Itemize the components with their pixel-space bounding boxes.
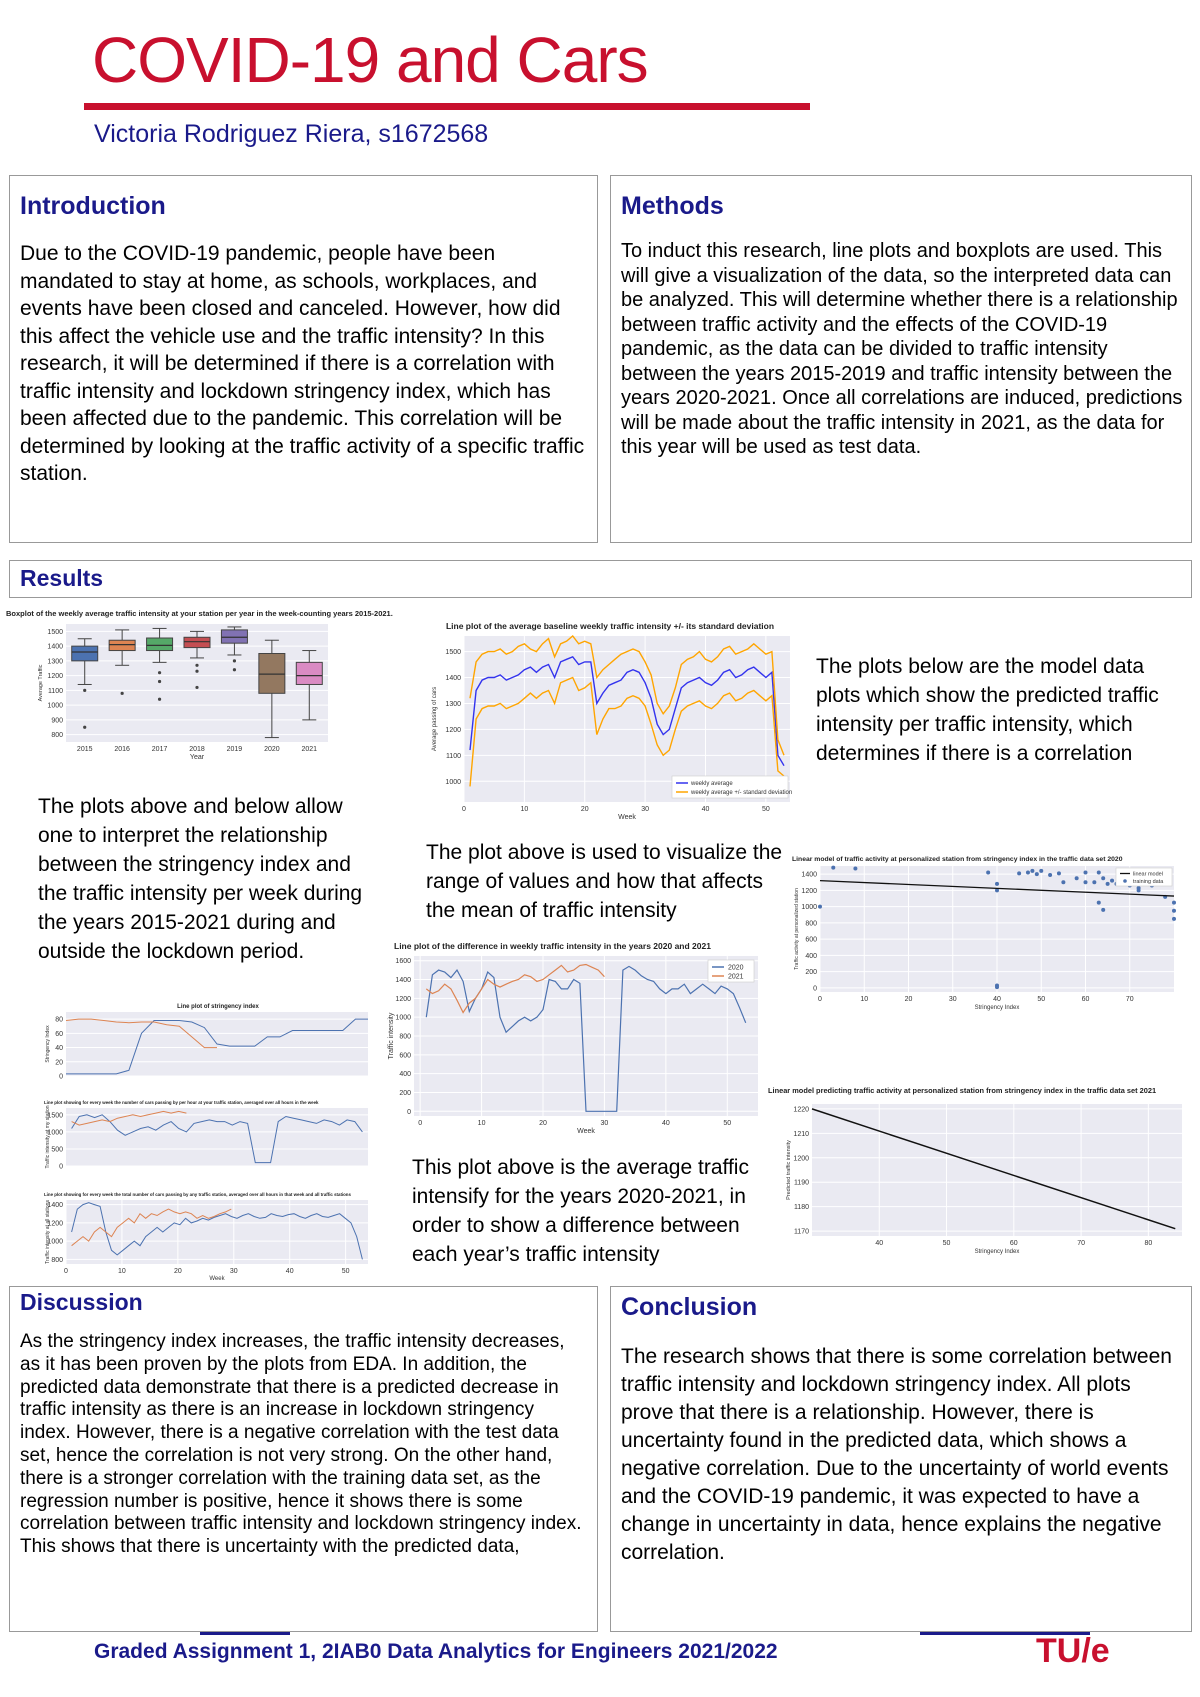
y-tick-label: 0: [59, 1073, 63, 1081]
y-tick-label: 500: [51, 1146, 63, 1154]
y-axis-label: Stringency Index: [45, 1025, 51, 1063]
y-axis-label: Traffic activity at personalized station: [794, 888, 800, 970]
y-axis-label: Average Traffic: [38, 664, 44, 702]
x-tick-label: 50: [341, 1268, 350, 1275]
y-tick-label: 1200: [445, 726, 461, 734]
x-tick-label: 60: [1081, 996, 1090, 1003]
title-rule: [84, 103, 810, 110]
y-tick-label: 800: [51, 732, 63, 740]
y-tick-label: 600: [399, 1052, 411, 1060]
y-tick-label: 600: [805, 936, 817, 944]
y-tick-label: 400: [399, 1071, 411, 1079]
y-tick-label: 0: [407, 1108, 411, 1116]
box-2019: [221, 630, 247, 643]
data-point: [1101, 908, 1105, 912]
y-tick-label: 1200: [793, 1155, 809, 1163]
conclusion-heading: Conclusion: [621, 1293, 758, 1321]
data-point: [995, 985, 999, 989]
box-2017: [147, 638, 173, 651]
y-tick-label: 1300: [47, 658, 63, 666]
model-2020-scatter-chart: [790, 852, 1182, 1016]
y-tick-label: 1000: [47, 1129, 63, 1137]
poster-title: COVID-19 and Cars: [92, 24, 648, 96]
data-point: [1039, 869, 1043, 873]
box-outlier: [158, 680, 161, 683]
y-tick-label: 1000: [445, 778, 461, 786]
box-2021: [296, 662, 322, 684]
model-2021-line-chart: [764, 1084, 1196, 1264]
x-tick-label: 70: [1125, 996, 1134, 1003]
x-tick-label: 80: [1144, 1240, 1153, 1247]
data-point: [1137, 888, 1141, 892]
x-tick-label: 20: [539, 1120, 547, 1127]
x-tick-label: 40: [285, 1268, 294, 1275]
x-tick-label: 0: [462, 806, 466, 813]
legend-label: weekly average +/- standard deviation: [691, 790, 793, 796]
plot-area: [66, 1108, 368, 1166]
y-tick-label: 1000: [47, 1238, 63, 1246]
y-tick-label: 1170: [793, 1228, 809, 1236]
y-tick-label: 1300: [445, 700, 461, 708]
discussion-panel: [9, 1286, 598, 1632]
y-tick-label: 1000: [47, 702, 63, 710]
data-point: [831, 866, 835, 870]
x-tick-label: 20: [904, 996, 913, 1003]
data-point: [995, 882, 999, 886]
data-point: [1172, 909, 1176, 913]
y-tick-label: 1400: [47, 1202, 63, 1210]
legend-label: training data: [1133, 879, 1164, 885]
x-tick-label: 10: [477, 1120, 486, 1127]
box-outlier: [195, 664, 198, 667]
chart-title: Linear model predicting traffic activity at personalized station from stringency index in the traffic data set 2021: [768, 1086, 1157, 1095]
x-tick-label: 20: [580, 806, 589, 813]
data-point: [1172, 917, 1176, 921]
box-outlier: [83, 726, 86, 729]
x-tick-label: 30: [600, 1120, 609, 1127]
x-tick-label: 40: [875, 1240, 884, 1247]
tue-logo: TU/e: [1036, 1632, 1110, 1670]
chart-title: Boxplot of the weekly average traffic intensity at your station per year in the week-counting years 2015-2021.: [6, 609, 393, 618]
legend-swatch: [1123, 879, 1127, 883]
footer-rule-left: [200, 1632, 290, 1635]
y-tick-label: 1180: [793, 1204, 809, 1212]
x-tick-label: 10: [118, 1268, 126, 1275]
results-heading: Results: [20, 565, 104, 591]
chart-title: Line plot of the average baseline weekly traffic intensity +/- its standard deviation: [445, 621, 775, 631]
y-tick-label: 800: [51, 1256, 63, 1264]
y-tick-label: 1200: [395, 995, 411, 1003]
y-tick-label: 400: [805, 952, 817, 960]
caption-model: The plots below are the model data plots which show the predicted traffic intensity per traffic intensity, which determines if there is a correlation: [816, 655, 1159, 765]
x-tick-label: 70: [1077, 1240, 1085, 1247]
x-tick-label: 50: [723, 1120, 732, 1127]
x-tick-label: 2017: [151, 746, 168, 753]
x-tick-label: 40: [993, 996, 1001, 1003]
x-axis-label: Week: [577, 1128, 595, 1135]
data-point: [1092, 880, 1096, 884]
y-tick-label: 1200: [47, 1220, 63, 1228]
x-tick-label: 10: [520, 806, 529, 813]
data-point: [986, 871, 990, 875]
y-axis-label: Traffic intensity at my station: [45, 1105, 51, 1169]
y-tick-label: 1220: [793, 1106, 809, 1114]
legend-label: linear model: [1133, 871, 1163, 878]
x-tick-label: 50: [1037, 996, 1046, 1003]
y-tick-label: 1000: [395, 1014, 411, 1022]
data-point: [1101, 876, 1105, 880]
chart-title: Line plot of stringency index: [177, 1004, 259, 1010]
stringency-stack-chart: [42, 1000, 376, 1286]
x-tick-label: 30: [641, 806, 650, 813]
introduction-heading: Introduction: [20, 192, 166, 220]
x-tick-label: 2015: [76, 746, 93, 753]
x-tick-label: 2021: [301, 746, 318, 753]
data-point: [853, 866, 857, 870]
caption-baseline: The plot above is used to visualize the range of values and how that affects the mean of traffic intensity: [426, 841, 783, 922]
legend-label: 2020: [728, 964, 744, 972]
methods-panel: [610, 175, 1192, 543]
y-tick-label: 800: [399, 1033, 411, 1041]
y-axis-label: Traffic intensity at all stations: [45, 1200, 51, 1264]
y-tick-label: 20: [55, 1059, 63, 1067]
y-tick-label: 1100: [445, 752, 461, 760]
x-axis-label: Week: [618, 814, 636, 820]
legend-label: 2021: [728, 973, 744, 981]
caption-boxplot: The plots above and below allow one to interpret the relationship between the stringency index and the traffic intensity per week during the years 2015-2021 during and outside the lockdown period.: [38, 795, 363, 963]
x-tick-label: 40: [701, 806, 710, 813]
y-tick-label: 1200: [47, 673, 63, 681]
x-tick-label: 2019: [226, 746, 243, 753]
legend-label: weekly average: [691, 781, 733, 787]
y-axis-label: Average passing of cars: [432, 686, 438, 752]
y-tick-label: 0: [59, 1163, 63, 1171]
data-point: [1061, 880, 1065, 884]
box-2016: [109, 640, 135, 650]
x-tick-label: 0: [64, 1268, 68, 1275]
y-tick-label: 900: [51, 717, 63, 725]
y-tick-label: 1500: [47, 628, 63, 636]
data-point: [1030, 869, 1034, 873]
methods-heading: Methods: [621, 192, 724, 220]
data-point: [1106, 882, 1110, 886]
box-outlier: [83, 689, 86, 692]
baseline-line-chart: [424, 620, 796, 820]
y-tick-label: 200: [399, 1089, 411, 1097]
data-point: [1048, 873, 1052, 877]
footer-course: Graded Assignment 1, 2IAB0 Data Analytics for Engineers 2021/2022: [94, 1640, 778, 1663]
x-tick-label: 2020: [264, 746, 280, 753]
y-tick-label: 1400: [445, 675, 461, 682]
x-tick-label: 60: [1009, 1240, 1018, 1247]
conclusion-panel: [610, 1286, 1192, 1632]
box-outlier: [158, 671, 161, 674]
discussion-text: As the stringency index increases, the traffic intensity decreases, as it has been proven by the plots from EDA. In addition, the predicted data demonstrate that there is a predicted decrease in traffic intensity as there is an increase in lockdown stringency index. However, there is a negative correlation with the test data set, hence the correlation is not very strong. On the other hand, there is a stronger correlation with the training data set, as the regression number is positive, hence it shows there is some correlation between traffic intensity and lockdown stringency index. This shows that there is uncertainty with the predicted data,: [20, 1331, 582, 1558]
chart-title: Line plot showing for every week the number of cars passing by per hour at your traffic station, averaged over all hours in the week: [44, 1100, 319, 1105]
plot-area: [66, 1200, 368, 1264]
author-line: Victoria Rodriguez Riera, s1672568: [94, 120, 489, 148]
data-point: [1075, 876, 1079, 880]
box-outlier: [158, 698, 161, 701]
x-axis-label: Year: [189, 754, 205, 761]
data-point: [1110, 879, 1114, 883]
x-tick-label: 30: [948, 996, 957, 1003]
y-tick-label: 60: [55, 1030, 63, 1038]
x-tick-label: 40: [661, 1120, 670, 1127]
x-axis-label: Week: [209, 1276, 225, 1282]
box-2015: [72, 646, 98, 661]
x-axis-label: Stringency Index: [974, 1005, 1020, 1011]
x-tick-label: 0: [418, 1120, 423, 1127]
x-tick-label: 2016: [114, 746, 130, 753]
y-tick-label: 0: [813, 985, 817, 993]
y-tick-label: 1600: [395, 958, 411, 966]
caption-difference: This plot above is the average traffic intensify for the years 2020-2021, in order to show a difference between each year’s traffic intensity: [412, 1156, 749, 1266]
x-tick-label: 0: [818, 996, 822, 1003]
box-2020: [259, 654, 285, 694]
x-tick-label: 50: [942, 1240, 951, 1247]
x-tick-label: 2018: [189, 746, 205, 753]
data-point: [1057, 871, 1061, 875]
y-tick-label: 1200: [801, 887, 817, 895]
data-point: [1084, 880, 1088, 884]
methods-text: To induct this research, line plots and boxplots are used. This will give a visualization of the data, so the interpreted data can be analyzed. This will determine whether there is a relationship between traffic activity and the effects of the COVID-19 pandemic, as the data can be divided to traffic intensity between the years 2015-2019 and traffic intensity between the years 2020-2021. Once all correlations are induced, predictions will be made about the traffic intensity in 2021, as the data for this year will be used as test data.: [621, 240, 1183, 458]
y-tick-label: 40: [55, 1045, 63, 1053]
x-tick-label: 20: [173, 1268, 182, 1275]
x-tick-label: 10: [860, 996, 869, 1003]
y-tick-label: 1400: [47, 643, 63, 651]
y-tick-label: 800: [805, 920, 817, 928]
data-point: [1172, 901, 1176, 905]
conclusion-text: The research shows that there is some correlation between traffic intensity and lockdown stringency index. All plots prove that there is a relationship. However, there is uncertainty found in the predicted data, which shows a negative correlation. Due to the uncertainty of world events and the COVID-19 pandemic, it was expected to have a change in uncertainty in data, hence explains the negative correlation.: [621, 1345, 1172, 1564]
y-tick-label: 200: [805, 969, 817, 977]
y-tick-label: 1100: [47, 687, 63, 695]
y-tick-label: 1400: [801, 871, 817, 879]
data-point: [1097, 901, 1101, 905]
chart-title: Linear model of traffic activity at personalized station from stringency index in the traffic data set 2020: [792, 856, 1123, 863]
y-tick-label: 80: [55, 1016, 63, 1024]
y-axis-label: Predicted traffic intensity: [786, 1140, 792, 1200]
y-tick-label: 1500: [47, 1112, 63, 1120]
data-point: [1097, 871, 1101, 875]
box-outlier: [195, 686, 198, 689]
data-point: [1084, 871, 1088, 875]
y-tick-label: 1210: [793, 1130, 809, 1138]
box-2018: [184, 637, 210, 647]
chart-title: Line plot showing for every week the total number of cars passing by any traffic station, averaged over all hours in that week and all traffic stations: [44, 1192, 351, 1197]
box-outlier: [121, 692, 124, 695]
x-axis-label: Stringency Index: [974, 1249, 1020, 1255]
y-tick-label: 1400: [395, 977, 411, 985]
data-point: [1017, 871, 1021, 875]
data-point: [1035, 872, 1039, 876]
results-panel: [9, 560, 1192, 598]
difference-line-chart: [384, 940, 770, 1138]
y-tick-label: 1190: [793, 1179, 809, 1187]
boxplot-chart: [4, 606, 412, 776]
y-tick-label: 1000: [801, 904, 817, 912]
data-point: [1026, 871, 1030, 875]
introduction-panel: [9, 175, 598, 543]
y-tick-label: 1500: [445, 649, 461, 657]
y-axis-label: Traffic intensity: [388, 1012, 395, 1060]
introduction-text: Due to the COVID-19 pandemic, people have been mandated to stay at home, as schools, workplaces, and events have been closed and canceled. However, how did this affect the vehicle use and the traffic intensity? In this research, it will be determined if there is a correlation with traffic intensity and lockdown stringency index, which has been affected due to the pandemic. This correlation will be determined by looking at the traffic activity of a specific traffic station.: [20, 242, 585, 485]
chart-title: Line plot of the difference in weekly traffic intensity in the years 2020 and 2021: [394, 941, 711, 951]
box-outlier: [233, 659, 236, 662]
discussion-heading: Discussion: [20, 1289, 143, 1315]
x-tick-label: 30: [229, 1268, 238, 1275]
data-point: [818, 905, 822, 909]
x-tick-label: 50: [761, 806, 770, 813]
box-outlier: [233, 668, 236, 671]
box-outlier: [195, 670, 198, 673]
